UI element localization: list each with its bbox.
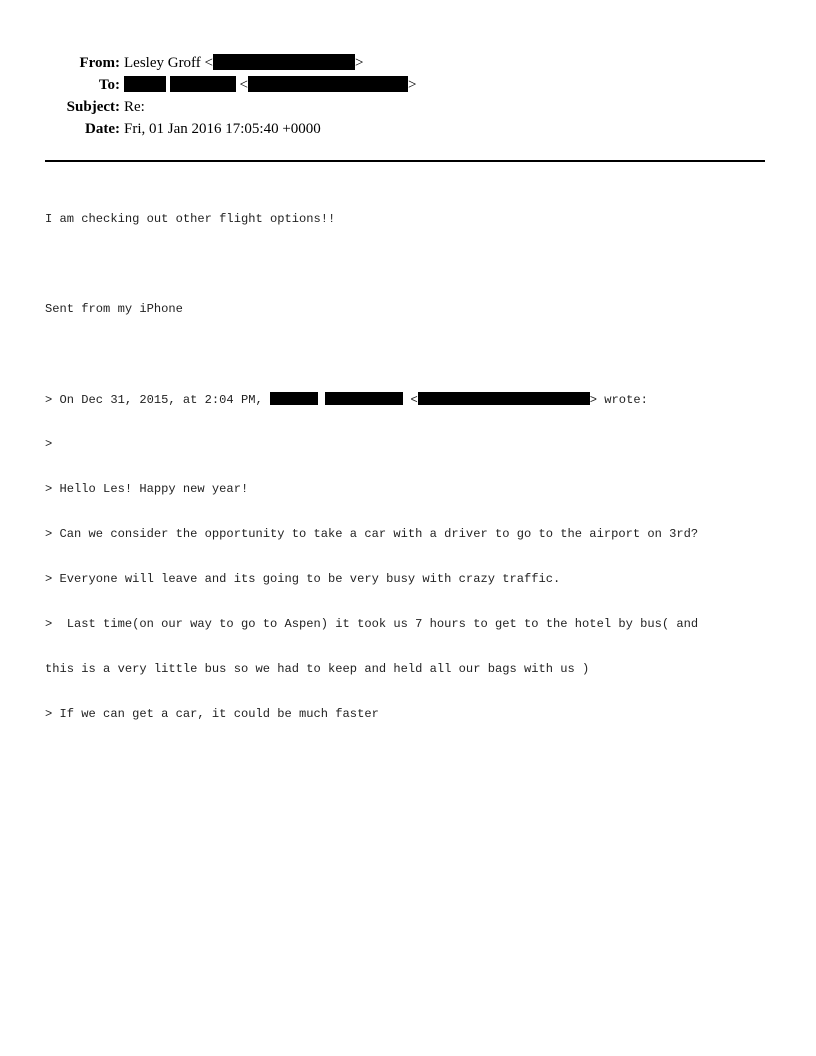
date-label: Date: <box>85 121 120 137</box>
redacted-to-email <box>248 76 408 92</box>
quote-intro-prefix: > On Dec 31, 2015, at 2:04 PM, <box>45 393 263 407</box>
blank-line <box>45 347 775 362</box>
quote-line-4b: this is a very little bus so we had to keep and held all our bags with us ) <box>45 662 590 676</box>
quote-intro-suffix: wrote: <box>604 393 648 407</box>
quote-line-3: > Everyone will leave and its going to be very busy with crazy traffic. <box>45 572 561 586</box>
signature-line: Sent from my iPhone <box>45 302 183 316</box>
from-label: From: <box>79 55 120 71</box>
quote-line-4a: > Last time(on our way to go to Aspen) it took us 7 hours to get to the hotel by bus( and <box>45 617 699 631</box>
from-value: Lesley Groff < > <box>124 55 364 71</box>
subject-label: Subject: <box>66 99 120 115</box>
from-name: Lesley Groff <box>124 55 201 71</box>
to-label: To: <box>98 77 120 93</box>
redacted-from-email <box>213 54 355 70</box>
quote-line-1: > Hello Les! Happy new year! <box>45 482 249 496</box>
quote-blank: > <box>45 437 53 451</box>
blank-line <box>45 257 775 272</box>
redacted-sender-first-name <box>270 392 318 405</box>
date-value: Fri, 01 Jan 2016 17:05:40 +0000 <box>124 121 321 137</box>
body-line-1: I am checking out other flight options!! <box>45 212 336 226</box>
subject-value: Re: <box>124 99 145 115</box>
to-value: < > <box>124 74 416 96</box>
redacted-sender-last-name <box>325 392 403 405</box>
quote-line-2: > Can we consider the opportunity to take a car with a driver to go to the airport on 3rd? <box>45 527 699 541</box>
email-body <box>45 182 775 737</box>
redacted-sender-email <box>418 392 590 405</box>
quote-line-5: > If we can get a car, it could be much faster <box>45 707 379 721</box>
quote-intro: > On Dec 31, 2015, at 2:04 PM, < > wrote: <box>45 393 648 407</box>
header-divider <box>45 160 765 162</box>
redacted-to-last-name <box>170 76 236 92</box>
redacted-to-first-name <box>124 76 166 92</box>
